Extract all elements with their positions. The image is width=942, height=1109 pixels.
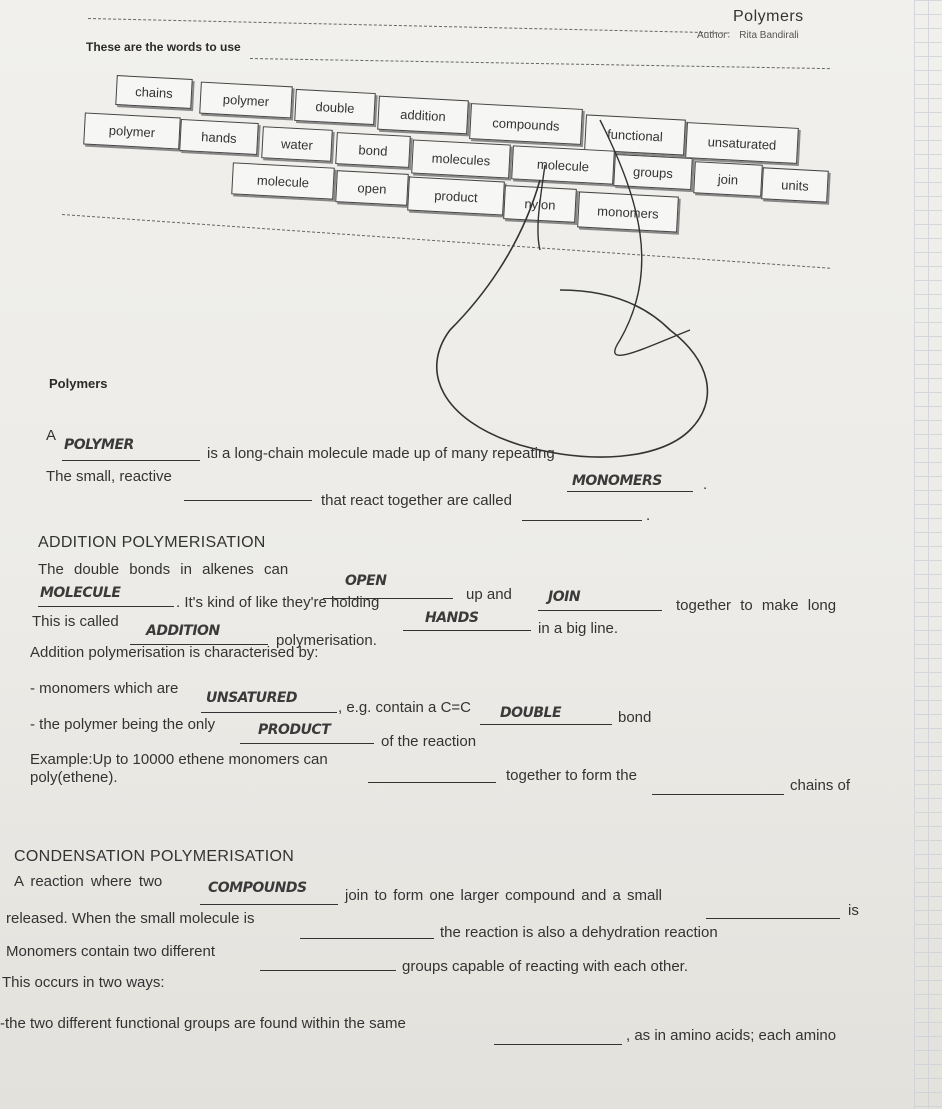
text-characterised-by: Addition polymerisation is characterised by: xyxy=(30,644,319,661)
answer-product: PRODUCT xyxy=(258,722,331,738)
word-chip-units[interactable]: units xyxy=(761,167,829,202)
text-contain-cc: , e.g. contain a C=C xyxy=(338,699,471,716)
text-join-larger: join to form one larger compound and a small xyxy=(345,887,662,904)
word-chip-molecules[interactable]: molecules xyxy=(411,139,511,178)
answer-double: DOUBLE xyxy=(500,705,562,721)
text-together-make-long: together to make long xyxy=(676,597,837,614)
answer-polymer: POLYMER xyxy=(64,437,134,453)
text-bond: bond xyxy=(618,709,652,726)
text-reaction-where-two: A reaction where two xyxy=(14,873,163,890)
text-groups-capable: groups capable of reacting with each other. xyxy=(402,958,689,975)
text-small-reactive: The small, reactive xyxy=(46,468,172,485)
page-title: Polymers xyxy=(733,8,804,25)
text-is: is xyxy=(848,902,859,919)
blank-double[interactable] xyxy=(480,724,612,725)
blank-join-2[interactable] xyxy=(368,782,496,783)
blank-1[interactable] xyxy=(62,460,200,461)
blank-unsaturated[interactable] xyxy=(201,712,337,713)
blank-hands[interactable] xyxy=(403,630,531,631)
addition-heading: ADDITION POLYMERISATION xyxy=(38,534,266,551)
text-polymer-definition: is a long-chain molecule made up of many repeating xyxy=(207,445,555,462)
answer-monomers: MONOMERS xyxy=(572,473,662,489)
graph-paper-edge xyxy=(914,0,942,1109)
text-up-and: up and xyxy=(466,586,512,603)
blank-product[interactable] xyxy=(240,743,374,744)
word-chip-compounds[interactable]: compounds xyxy=(469,103,583,145)
text-chains-of: chains of xyxy=(790,777,851,794)
blank-functional[interactable] xyxy=(260,970,396,971)
word-chip-open[interactable]: open xyxy=(335,170,409,206)
answer-join: JOIN xyxy=(548,589,581,605)
text-a: A xyxy=(46,427,57,444)
word-chip-bond[interactable]: bond xyxy=(335,132,411,168)
word-chip-groups[interactable]: groups xyxy=(613,154,693,190)
text-dehydration: the reaction is also a dehydration reaction xyxy=(440,924,718,941)
blank-join[interactable] xyxy=(538,610,662,611)
text-monomers-which-are: - monomers which are xyxy=(30,680,179,697)
text-polyethene: poly(ethene). xyxy=(30,769,118,786)
answer-compounds: COMPOUNDS xyxy=(208,880,307,896)
answer-unsaturated: UNSATURED xyxy=(206,690,298,706)
text-amino-acids: , as in amino acids; each amino xyxy=(626,1027,837,1044)
answer-hands: HANDS xyxy=(425,610,479,626)
text-monomers-contain: Monomers contain two different xyxy=(6,943,215,960)
word-chip-double[interactable]: double xyxy=(294,89,376,125)
word-bank-instruction: These are the words to use xyxy=(86,40,241,54)
blank-2[interactable] xyxy=(567,491,693,492)
word-chip-functional[interactable]: functional xyxy=(584,114,686,155)
text-of-reaction: of the reaction xyxy=(381,733,477,750)
word-chip-chains[interactable]: chains xyxy=(115,75,192,109)
text-double-bonds: The double bonds in alkenes can xyxy=(38,561,289,578)
blank-molecule[interactable] xyxy=(38,606,174,607)
text-react-together: that react together are called xyxy=(321,492,512,509)
text-period: . xyxy=(703,476,708,493)
text-within-same: -the two different functional groups are found within the same xyxy=(0,1015,406,1032)
blank-long[interactable] xyxy=(652,794,784,795)
word-chip-unsaturated[interactable]: unsaturated xyxy=(685,122,799,164)
blank-compounds[interactable] xyxy=(200,904,338,905)
word-chip-product[interactable]: product xyxy=(407,177,505,216)
word-chip-join[interactable]: join xyxy=(693,161,763,197)
text-polymer-only: - the polymer being the only xyxy=(30,716,216,733)
text-together-form: together to form the xyxy=(506,767,637,784)
word-chip-molecule[interactable]: molecule xyxy=(511,145,615,184)
blank-molecule-2[interactable] xyxy=(494,1044,622,1045)
word-chip-molecule[interactable]: molecule xyxy=(231,162,335,199)
word-chip-hands[interactable]: hands xyxy=(179,119,259,155)
text-released: released. When the small molecule is xyxy=(6,910,255,927)
text-this-is-called: This is called xyxy=(32,613,119,630)
word-chip-monomers[interactable]: monomers xyxy=(577,191,679,232)
word-chip-addition[interactable]: addition xyxy=(377,96,469,135)
text-holding: . It's kind of like they're holding xyxy=(176,594,380,611)
word-chip-water[interactable]: water xyxy=(261,126,333,162)
condensation-heading: CONDENSATION POLYMERISATION xyxy=(14,848,295,865)
blank-small-molecule[interactable] xyxy=(706,918,840,919)
answer-addition: ADDITION xyxy=(146,623,220,639)
answer-open: OPEN xyxy=(345,573,387,589)
blank-water[interactable] xyxy=(300,938,434,939)
text-polymerisation: polymerisation. xyxy=(276,632,377,649)
text-two-ways: This occurs in two ways: xyxy=(2,974,165,991)
polymers-heading: Polymers xyxy=(49,376,108,391)
word-chip-polymer[interactable]: polymer xyxy=(199,82,293,119)
text-big-line: in a big line. xyxy=(538,620,619,637)
word-chip-polymer[interactable]: polymer xyxy=(83,113,181,150)
word-chip-nylon[interactable]: nylon xyxy=(503,185,577,223)
blank-3[interactable] xyxy=(184,500,312,501)
answer-molecule: MOLECULE xyxy=(40,585,121,601)
author-line: Author： Rita Bandirali xyxy=(697,30,799,41)
blank-4[interactable] xyxy=(522,520,642,521)
text-period-2: . xyxy=(646,507,651,524)
text-example: Example:Up to 10000 ethene monomers can xyxy=(30,751,328,768)
